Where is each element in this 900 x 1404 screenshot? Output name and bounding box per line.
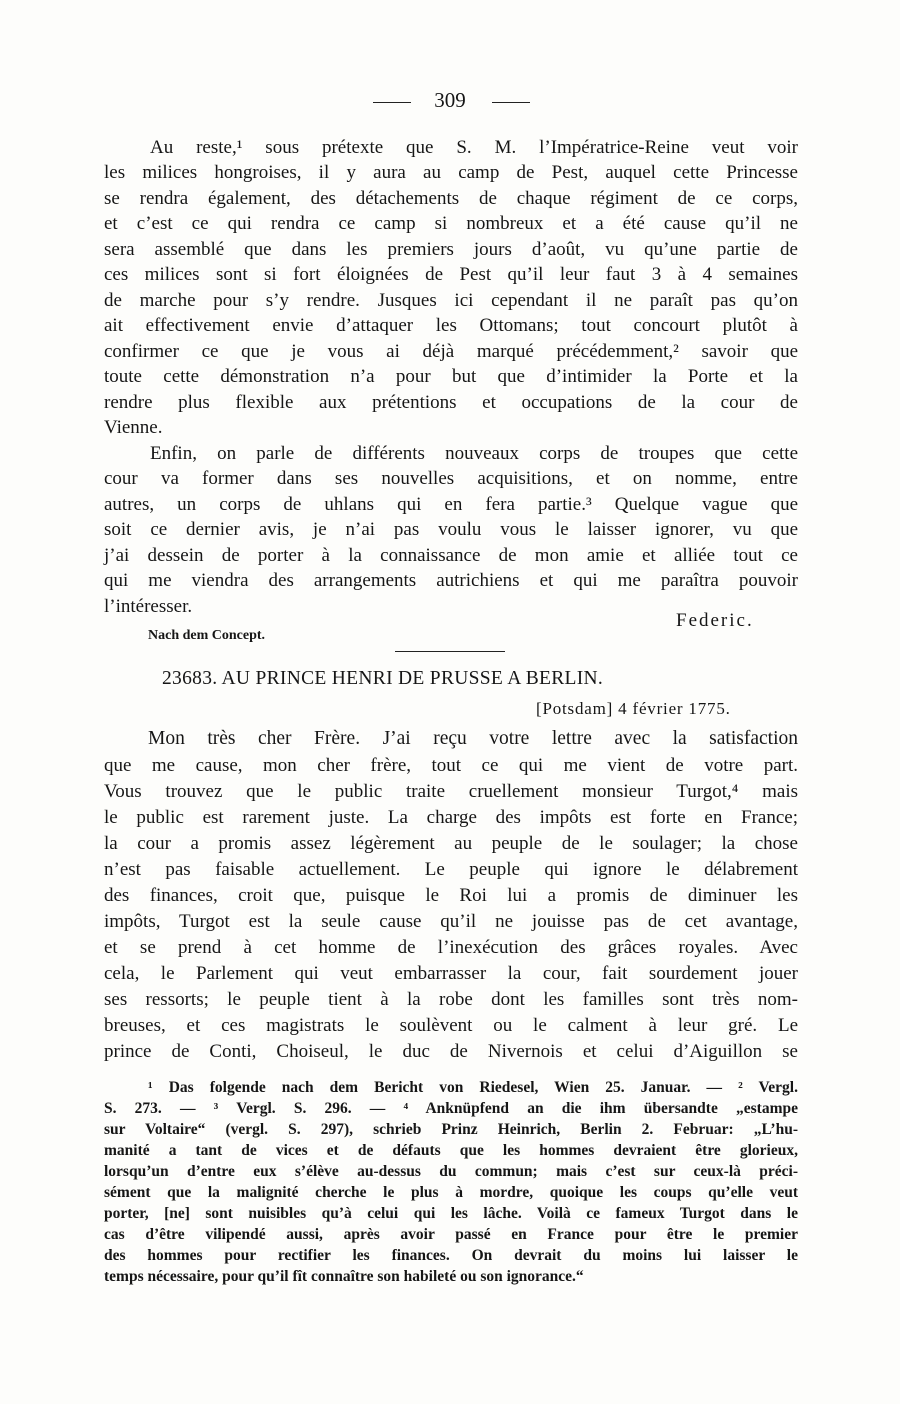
footnote-line: temps nécessaire, pour qu’il fît connaître son habileté ou son ignorance.“ [104, 1268, 584, 1285]
text-line: impôts, Turgot est la seule cause qu’il ne jouisse pas de cet avantage, [104, 911, 798, 932]
page-number: 309 [434, 88, 466, 112]
text-line: prince de Conti, Choiseul, le duc de Nivernois et celui d’Aiguillon se [104, 1041, 798, 1062]
text-line: j’ai dessein de porter à la connaissance de mon amie et alliée tout ce [104, 545, 798, 566]
dateline: [Potsdam] 4 février 1775. [536, 699, 731, 718]
text-line: soit ce dernier avis, je n’ai pas voulu vous le laisser ignorer, vu que [104, 519, 798, 540]
text-line: autres, un corps de uhlans qui en fera partie.³ Quelque vague que [104, 494, 798, 515]
text-line: que me cause, mon cher frère, tout ce qui me vient de votre part. [104, 755, 798, 776]
footnote-line: cas d’être vilipendé aussi, après avoir passé en France pour être le premier [104, 1226, 798, 1243]
text-line: Au reste,¹ sous prétexte que S. M. l’Impératrice-Reine veut voir [150, 137, 798, 158]
text-line: et c’est ce qui rendra ce camp si nombreux et a été cause qu’il ne [104, 213, 798, 234]
footnote-line: des hommes pour rectifier les finances. On devrait du moins lui laisser le [104, 1247, 798, 1264]
text-line: confirmer ce que je vous ai déjà marqué précédemment,² savoir que [104, 341, 798, 362]
footnote-line: S. 273. — ³ Vergl. S. 296. — ⁴ Anknüpfend an die ihm übersandte „estampe [104, 1100, 798, 1117]
footnote-line: sément que la malignité cherche le plus à mordre, quoique les coups qu’elle veut [104, 1184, 798, 1201]
source-note: Nach dem Concept. [148, 628, 266, 643]
text-line: rendre plus flexible aux prétentions et occupations de la cour de [104, 392, 798, 413]
footnote-line: manité a tant de vices et de défauts que les hommes devraient être glorieux, [104, 1142, 798, 1159]
text-line: qui me viendra des arrangements autrichiens et qui me paraîtra pouvoir [104, 570, 798, 591]
text-line: ses ressorts; le peuple tient à la robe dont les familles sont très nom- [104, 989, 798, 1010]
letter-heading: 23683. AU PRINCE HENRI DE PRUSSE A BERLIN. [162, 668, 604, 689]
text-line: la cour a promis assez légèrement au peuple de le soulager; la chose [104, 833, 798, 854]
text-line: l’intéresser. [104, 596, 193, 617]
text-line: Vienne. [104, 417, 163, 438]
text-line: sera assemblé que dans les premiers jours d’août, vu qu’une partie de [104, 239, 798, 260]
text-line: breuses, et ces magistrats le soulèvent ou le calment à leur gré. Le [104, 1015, 798, 1036]
text-line: le public est rarement juste. La charge des impôts est forte en France; [104, 807, 798, 828]
text-line: et se prend à cet homme de l’inexécution des grâces royales. Avec [104, 937, 798, 958]
text-line: se rendra également, des détachements de chaque régiment de ce corps, [104, 188, 798, 209]
text-line: les milices hongroises, il y aura au camp de Pest, auquel cette Princesse [104, 162, 798, 183]
section-divider [395, 651, 505, 652]
text-line: ait effectivement envie d’attaquer les Ottomans; tout concourt plutôt à [104, 315, 798, 336]
text-line: Enfin, on parle de différents nouveaux corps de troupes que cette [150, 443, 798, 464]
footnote-line: porter, [ne] sont nuisibles qu’à celui qui les lâche. Voilà ce fameux Turgot dans le [104, 1205, 798, 1222]
text-line: des finances, croit que, puisque le Roi lui a promis de diminuer les [104, 885, 798, 906]
signature: Federic. [676, 610, 754, 631]
text-line: toute cette démonstration n’a pour but que d’intimider la Porte et la [104, 366, 798, 387]
text-line: Mon très cher Frère. J’ai reçu votre lettre avec la satisfaction [148, 728, 798, 749]
text-line: de marche pour s’y rendre. Jusques ici cependant il ne paraît pas qu’on [104, 290, 798, 311]
header-rule-right [492, 102, 530, 103]
text-line: cela, le Parlement qui veut embarrasser la cour, fait sourdement jouer [104, 963, 798, 984]
text-line: ces milices sont si fort éloignées de Pest qu’il leur faut 3 à 4 semaines [104, 264, 798, 285]
footnote-line: ¹ Das folgende nach dem Bericht von Riedesel, Wien 25. Januar. — ² Vergl. [148, 1079, 798, 1096]
text-line: n’est pas faisable actuellement. Le peuple qui ignore le délabrement [104, 859, 798, 880]
header-rule-left [373, 102, 411, 103]
text-line: Vous trouvez que le public traite cruellement monsieur Turgot,⁴ mais [104, 781, 798, 802]
footnote-line: lorsqu’un d’entre eux s’élève au-dessus du commun; mais c’est sur ceux-là préci- [104, 1163, 798, 1180]
footnote-line: sur Voltaire“ (vergl. S. 297), schrieb Prinz Heinrich, Berlin 2. Februar: „L’hu- [104, 1121, 798, 1138]
text-line: cour va former dans ses nouvelles acquisitions, et on nomme, entre [104, 468, 798, 489]
